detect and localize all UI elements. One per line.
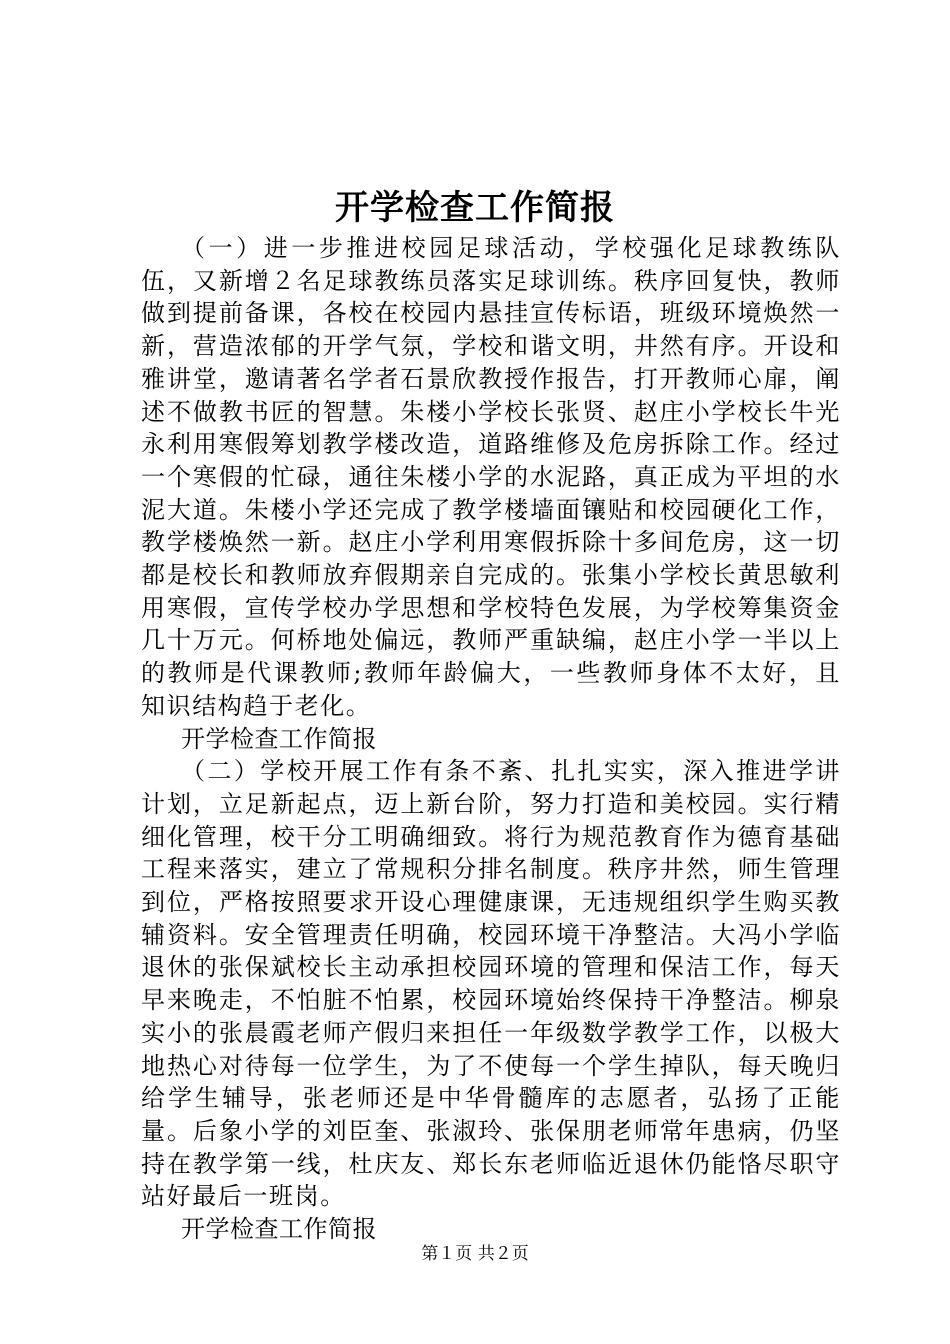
page-number-footer: 第１页 共２页 [421, 1244, 529, 1264]
document-body [141, 232, 841, 1246]
paragraph-1: （一）进一步推进校园足球活动，学校强化足球教练队伍，又新增２名足球教练员落实足球训练。秩序回复快，教师做到提前备课，各校在校园内悬挂宣传标语，班级环境焕然一新，营造浓郁的开学气氛，学校和谐文明，井然有序。开设和雅讲堂，邀请著名学者石景欣教授作报告，打开教师心扉，阐述不做教书匠的智慧。朱楼小学校长张贤、赵庄小学校长牛光永利用寒假筹划教学楼改造，道路维修及危房拆除工作。经过一个寒假的忙碌，通往朱楼小学的水泥路，真正成为平坦的水泥大道。朱楼小学还完成了教学楼墙面镶贴和校园硬化工作，教学楼焕然一新。赵庄小学利用寒假拆除十多间危房，这一切都是校长和教师放弃假期亲自完成的。张集小学校长黄思敏利用寒假，宣传学校办学思想和学校特色发展，为学校筹集资金几十万元。何桥地处偏远，教师严重缺编，赵庄小学一半以上的教师是代课教师;教师年龄偏大，一些教师身体不太好，且知识结构趋于老化。 [141, 234, 841, 720]
document-title: 开学检查工作简报 [335, 188, 615, 228]
paragraph-2: （二）学校开展工作有条不紊、扎扎实实，深入推进学讲计划，立足新起点，迈上新台阶，努力打造和美校园。实行精细化管理，校干分工明确细致。将行为规范教育作为德育基础工程来落实，建立了常规积分排名制度。秩序井然，师生管理到位，严格按照要求开设心理健康课，无违规组织学生购买教辅资料。安全管理责任明确，校园环境干净整洁。大冯小学临退休的张保斌校长主动承担校园环境的管理和保洁工作，每天早来晚走，不怕脏不怕累，校园环境始终保持干净整洁。柳泉实小的张晨霞老师产假归来担任一年级数学教学工作，以极大地热心对待每一位学生，为了不使每一个学生掉队，每天晚归给学生辅导，张老师还是中华骨髓库的志愿者，弘扬了正能量。后象小学的刘臣奎、张淑玲、张保朋老师常年患病，仍坚持在教学第一线，杜庆友、郑长东老师临近退休仍能恪尽职守站好最后一班岗。 [141, 757, 841, 1211]
paragraph-repeat-title-2: 开学检查工作简报 [181, 1215, 377, 1244]
paragraph-repeat-title-1: 开学检查工作简报 [181, 724, 377, 753]
